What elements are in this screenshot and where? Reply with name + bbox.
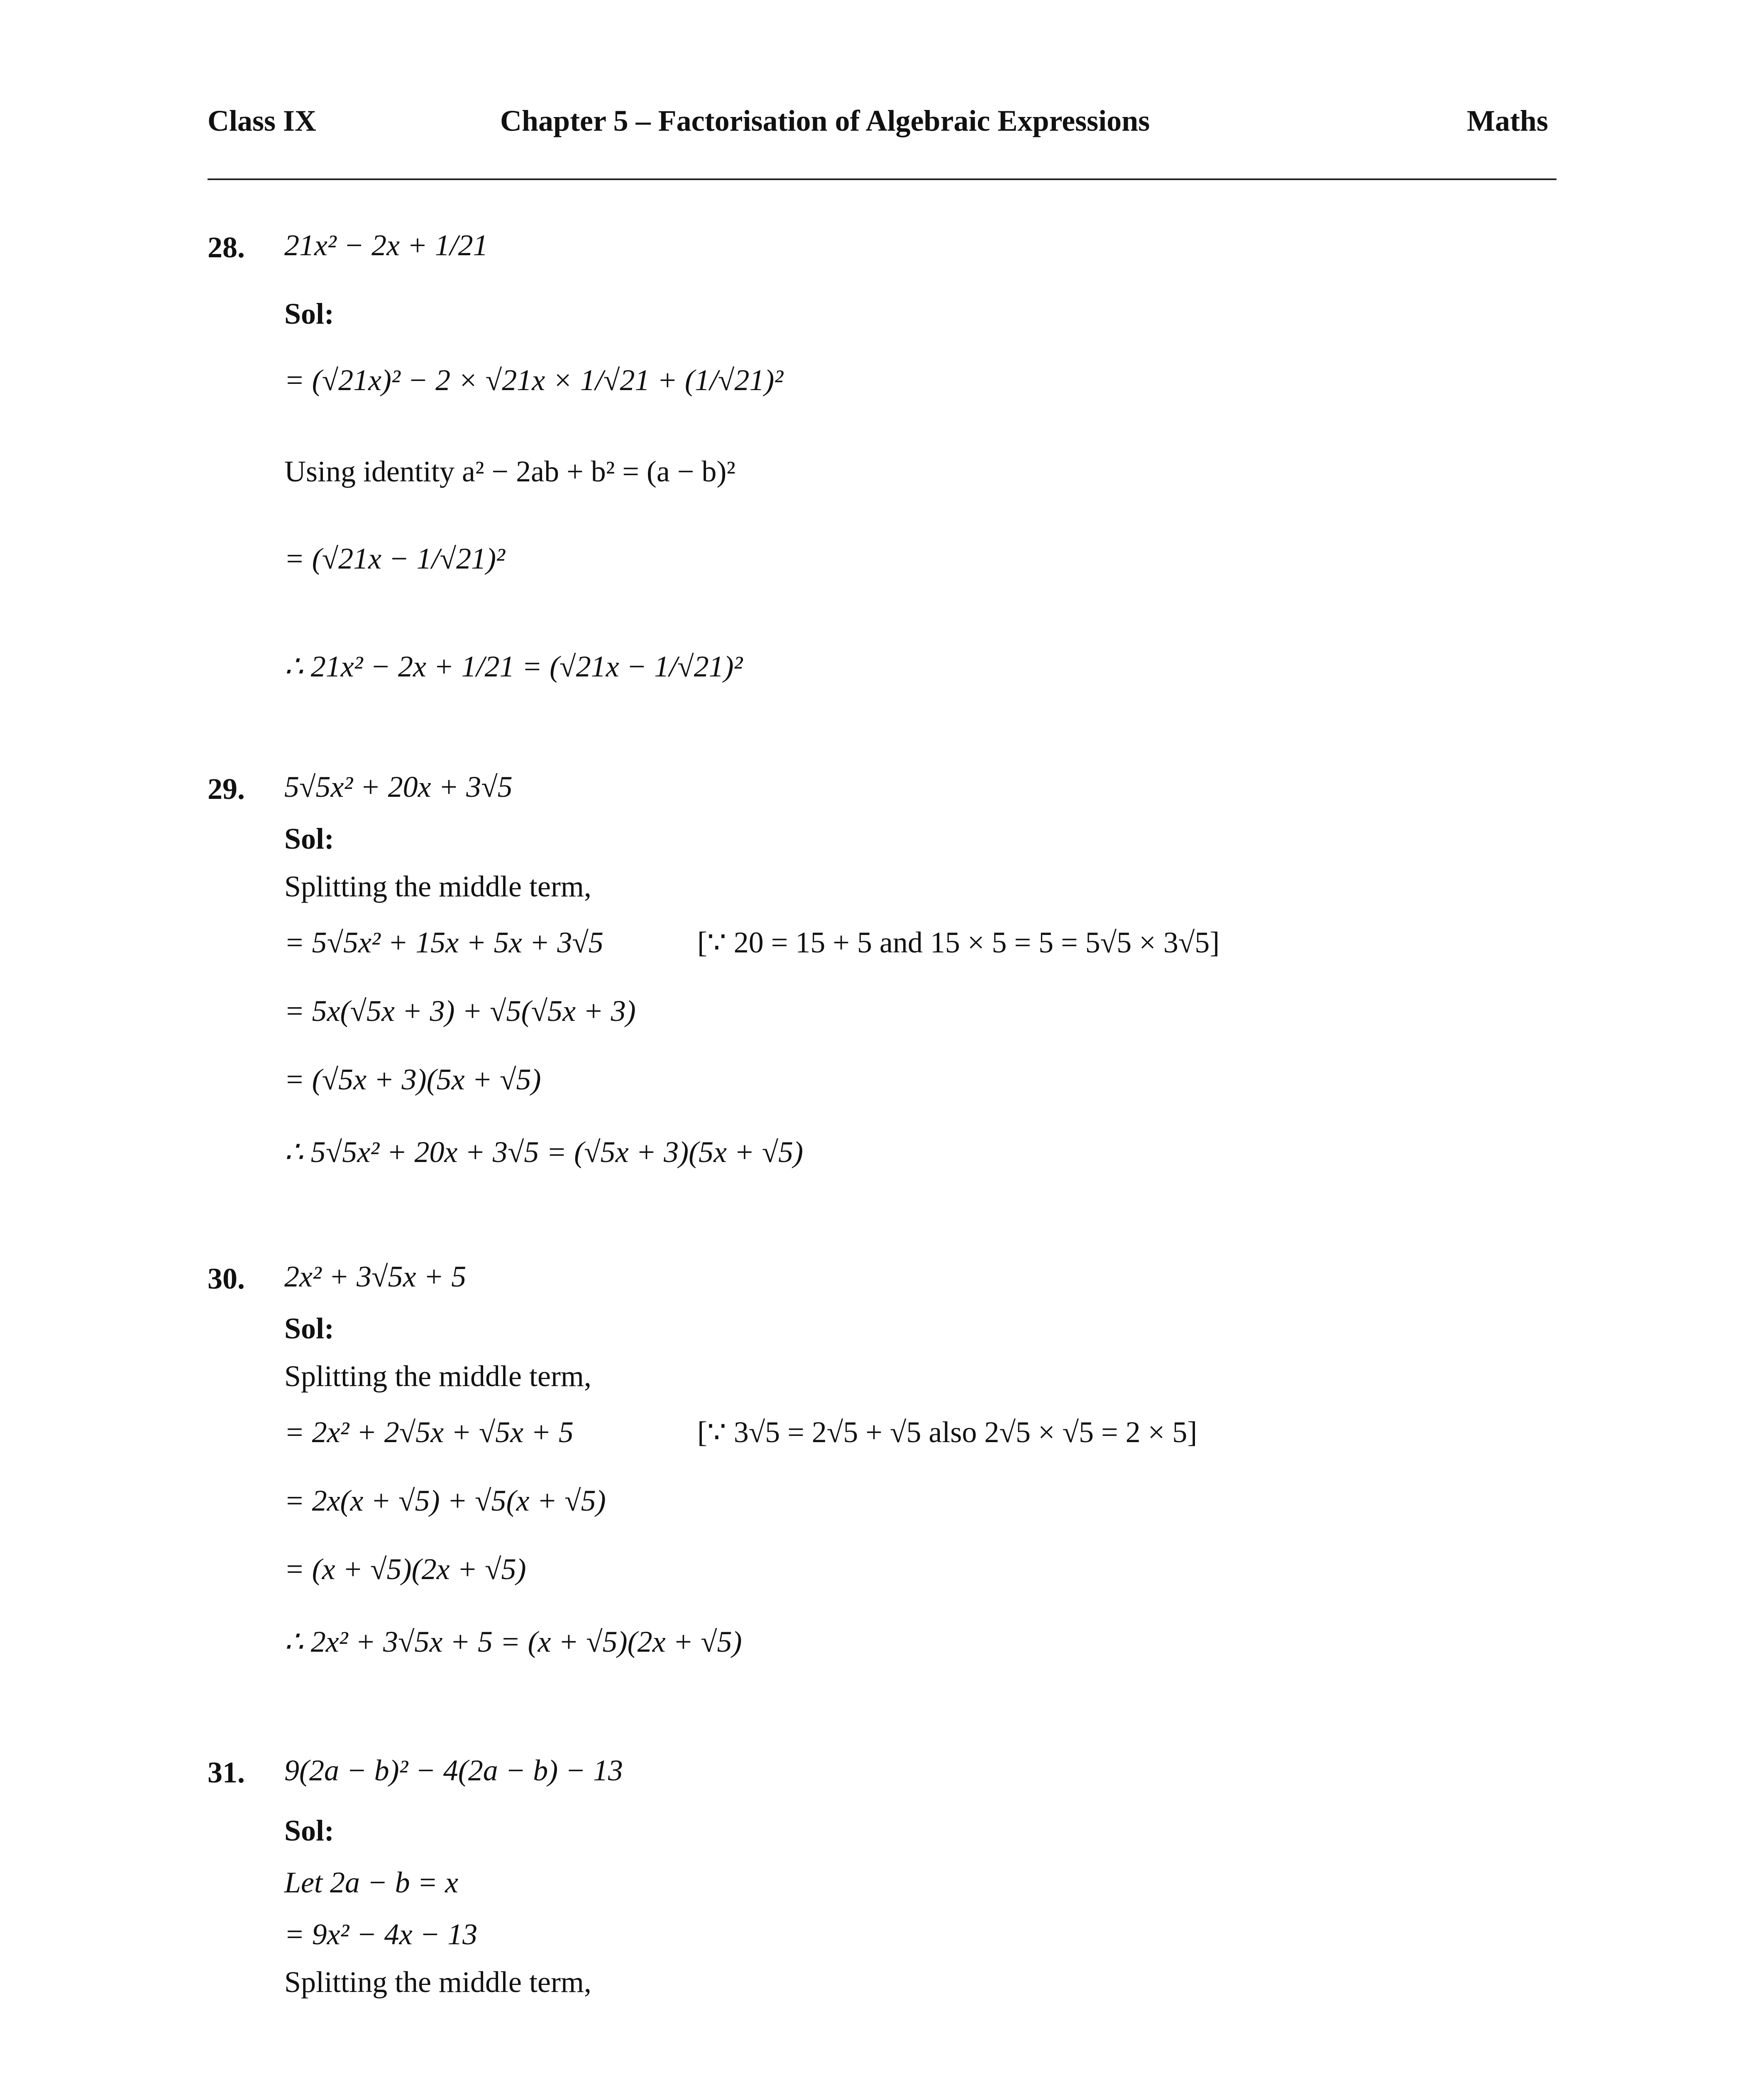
problem-30-step-5: ∴ 2x² + 3√5x + 5 = (x + √5)(2x + √5) (284, 1625, 742, 1658)
header-subject: Maths (1467, 104, 1548, 137)
problem-30-step-4: = (x + √5)(2x + √5) (284, 1553, 526, 1586)
problem-31-step-3: Splitting the middle term, (284, 1965, 591, 1999)
problem-31-sol-label: Sol: (284, 1814, 335, 1847)
problem-31-question: 9(2a − b)² − 4(2a − b) − 13 (284, 1754, 623, 1787)
problem-29-step-3: = 5x(√5x + 3) + √5(√5x + 3) (284, 994, 636, 1028)
header-class: Class IX (208, 104, 317, 137)
problem-29-sol-label: Sol: (284, 822, 335, 855)
problem-28-step-1: = (√21x)² − 2 × √21x × 1/√21 + (1/√21)² (284, 364, 783, 397)
problem-30-sol-label: Sol: (284, 1312, 335, 1345)
problem-31-step-2: = 9x² − 4x − 13 (284, 1918, 478, 1951)
problem-29-step-4: = (√5x + 3)(5x + √5) (284, 1063, 541, 1096)
problem-31-step-1: Let 2a − b = x (284, 1866, 459, 1899)
header-chapter: Chapter 5 – Factorisation of Algebraic Expressions (500, 104, 1150, 137)
problem-29-step-2: = 5√5x² + 15x + 5x + 3√5 (284, 926, 603, 959)
header-divider (208, 178, 1556, 180)
problem-30-step-1: Splitting the middle term, (284, 1360, 591, 1393)
problem-30-number: 30. (208, 1262, 245, 1295)
problem-29-step-5: ∴ 5√5x² + 20x + 3√5 = (√5x + 3)(5x + √5) (284, 1135, 804, 1169)
problem-29-question: 5√5x² + 20x + 3√5 (284, 770, 513, 803)
problem-28-question: 21x² − 2x + 1/21 (284, 229, 488, 262)
problem-30-question: 2x² + 3√5x + 5 (284, 1260, 467, 1293)
problem-28-step-4: ∴ 21x² − 2x + 1/21 = (√21x − 1/√21)² (284, 650, 743, 683)
problem-30-note: [∵ 3√5 = 2√5 + √5 also 2√5 × √5 = 2 × 5] (697, 1416, 1197, 1449)
problem-29-step-1: Splitting the middle term, (284, 870, 591, 903)
problem-29-number: 29. (208, 772, 245, 806)
problem-28-step-2: Using identity a² − 2ab + b² = (a − b)² (284, 455, 735, 488)
problem-28-step-3: = (√21x − 1/√21)² (284, 542, 505, 575)
problem-28-number: 28. (208, 231, 245, 264)
problem-29-note: [∵ 20 = 15 + 5 and 15 × 5 = 5 = 5√5 × 3√5] (697, 926, 1220, 959)
problem-30-step-3: = 2x(x + √5) + √5(x + √5) (284, 1484, 606, 1517)
problem-30-step-2: = 2x² + 2√5x + √5x + 5 (284, 1416, 574, 1449)
problem-31-number: 31. (208, 1756, 245, 1789)
problem-28-sol-label: Sol: (284, 297, 335, 330)
